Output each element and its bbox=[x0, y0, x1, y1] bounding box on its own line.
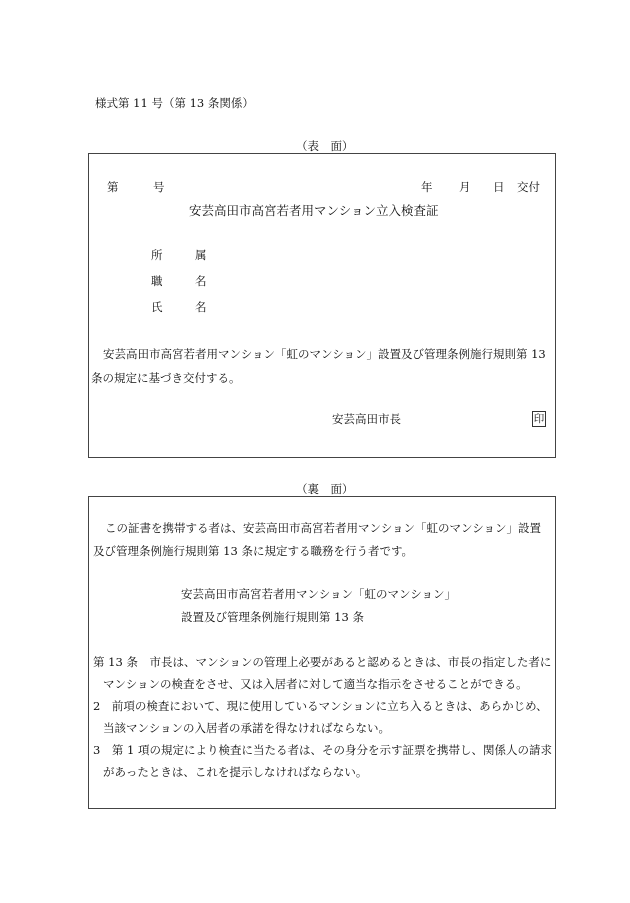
front-card bbox=[88, 153, 556, 458]
back-card bbox=[88, 496, 556, 809]
reference-line1: 安芸高田市高宮若者用マンション「虹のマンション」 bbox=[181, 587, 456, 601]
date-day: 日 bbox=[493, 180, 505, 194]
article3-line2: があったときは、これを提示しなければならない。 bbox=[103, 765, 368, 779]
field-affiliation-b: 属 bbox=[195, 248, 207, 262]
article1-line2: マンションの検査をさせ、又は入居者に対して適当な指示をさせることができる。 bbox=[103, 677, 528, 691]
article2-line1: 2 前項の検査において、現に使用しているマンションに立ち入るときは、あらかじめ、 bbox=[93, 699, 548, 713]
field-name-b: 名 bbox=[195, 300, 207, 314]
date-year: 年 bbox=[421, 180, 433, 194]
form-label: 様式第 11 号（第 13 条関係） bbox=[95, 96, 254, 110]
date-month: 月 bbox=[459, 180, 471, 194]
front-heading: （表 面） bbox=[296, 139, 354, 153]
field-name-a: 氏 bbox=[151, 300, 163, 314]
issued-label: 交付 bbox=[517, 180, 540, 194]
card-body-line1: 安芸高田市高宮若者用マンション「虹のマンション」設置及び管理条例施行規則第 13 bbox=[103, 347, 546, 361]
field-title-b: 名 bbox=[195, 274, 207, 288]
seal-mark: 印 bbox=[533, 413, 545, 425]
issuer: 安芸高田市長 bbox=[332, 412, 401, 426]
reference-line2: 設置及び管理条例施行規則第 13 条 bbox=[181, 610, 364, 624]
article1-line1: 第 13 条 市長は、マンションの管理上必要があると認めるときは、市長の指定した者に bbox=[93, 655, 552, 669]
card-title: 安芸高田市高宮若者用マンション立入検査証 bbox=[189, 203, 439, 218]
back-heading: （裏 面） bbox=[296, 482, 354, 496]
article2-line2: 当該マンションの入居者の承諾を得なければならない。 bbox=[103, 721, 390, 735]
card-body-line2: 条の規定に基づき交付する。 bbox=[91, 371, 241, 385]
number-suffix: 号 bbox=[153, 180, 165, 194]
field-title-a: 職 bbox=[151, 274, 163, 288]
number-prefix: 第 bbox=[107, 180, 119, 194]
intro-line1: この証書を携帯する者は、安芸高田市高宮若者用マンション「虹のマンション」設置 bbox=[105, 521, 541, 535]
article3-line1: 3 第 1 項の規定により検査に当たる者は、その身分を示す証票を携帯し、関係人の請求 bbox=[93, 743, 552, 757]
intro-line2: 及び管理条例施行規則第 13 条に規定する職務を行う者です。 bbox=[93, 544, 414, 558]
field-affiliation-a: 所 bbox=[151, 248, 163, 262]
